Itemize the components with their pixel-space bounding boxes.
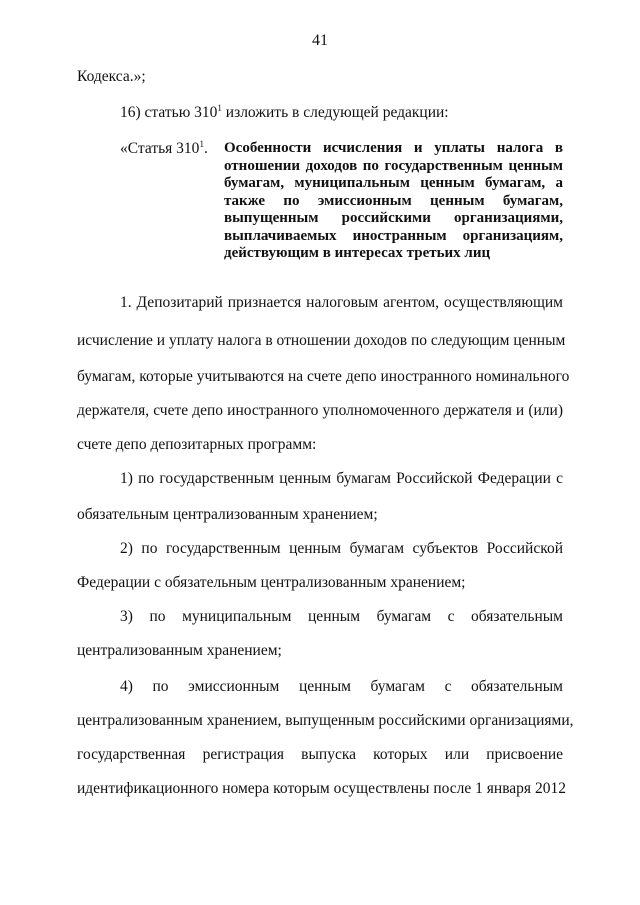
article-title-line: Особенности исчисления и уплаты налога в	[224, 140, 563, 156]
body-line: идентификационного номера которым осуществлены после 1 января 2012	[77, 780, 566, 797]
article-label-sup: 1	[199, 138, 204, 149]
body-line: Федерации с обязательным централизованным хранением;	[77, 574, 466, 591]
body-line: счете депо депозитарных программ:	[77, 436, 317, 453]
body-line: бумагам, которые учитываются на счете депо иностранного номинального	[77, 368, 570, 385]
body-line: держателя, счете депо иностранного уполномоченного держателя и (или)	[77, 402, 563, 419]
body-line: обязательным централизованным хранением;	[77, 506, 378, 523]
body-line: централизованным хранением;	[77, 642, 282, 659]
article-title-line: также по эмиссионным ценным бумагам,	[224, 192, 563, 209]
body-line: исчисление и уплату налога в отношении доходов по следующим ценным	[77, 332, 566, 349]
article-title	[224, 140, 563, 263]
article-title-line: бумагам, муниципальным ценным бумагам, а	[224, 175, 563, 191]
article-title-line: действующим в интересах третьих лиц	[224, 245, 491, 261]
article-title-line: выплачиваемых иностранным организациям,	[224, 227, 563, 244]
item-16-suffix: изложить в следующей редакции:	[221, 104, 449, 121]
article-title-line: отношении доходов по государственным ценным	[224, 157, 563, 174]
article-label-prefix: «Статья 310	[120, 140, 200, 157]
item-16	[120, 104, 540, 122]
body-line: централизованным хранением, выпущенным российскими организациями,	[77, 712, 574, 729]
article-label-suffix: .	[203, 140, 208, 157]
body-line: 3) по муниципальным ценным бумагам с обязательным	[120, 608, 563, 625]
intro-line: Кодекса.»;	[77, 68, 146, 85]
item-16-prefix: 16) статью 310	[120, 104, 218, 121]
body-line: государственная регистрация выпуска которых или присвоение	[77, 746, 563, 763]
body-line: 2) по государственным ценным бумагам субъектов Российской	[120, 540, 563, 557]
body-line: 1) по государственным ценным бумагам Российской Федерации с	[120, 470, 563, 487]
body-line: 4) по эмиссионным ценным бумагам с обязательным	[120, 678, 563, 695]
article-title-line: выпущенным российскими организациями,	[224, 210, 563, 226]
page-number: 41	[312, 32, 328, 49]
body-line: 1. Депозитарий признается налоговым агентом, осуществляющим	[120, 294, 563, 311]
item-16-sup: 1	[217, 102, 222, 113]
